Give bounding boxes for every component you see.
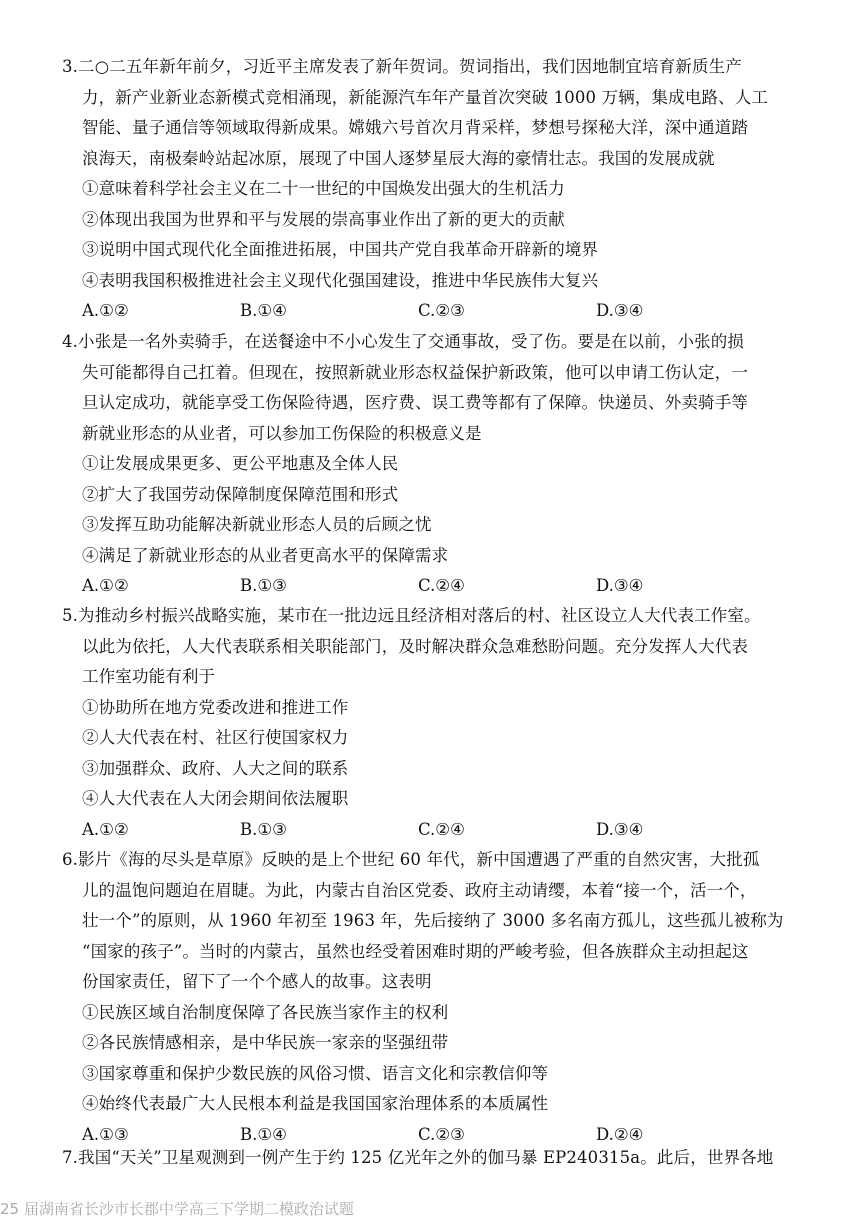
answer-options <box>62 815 802 846</box>
statement: ②扩大了我国劳动保障制度保障范围和形式 <box>82 484 399 504</box>
question-4 <box>62 327 802 602</box>
statement: ①让发展成果更多、更公平地惠及全体人民 <box>82 454 399 473</box>
option-d: D.③④ <box>596 819 644 839</box>
question-stem-line: 以此为依托，人大代表联系相关职能部门，及时解决群众急难愁盼问题。充分发挥人大代表 <box>82 636 748 656</box>
statement: ③加强群众、政府、人大之间的联系 <box>82 758 349 778</box>
option-c: C.②③ <box>418 301 465 320</box>
statement: ④人大代表在人大闭会期间依法履职 <box>82 789 349 808</box>
question-stem-line: 壮一个”的原则，从 1960 年初至 1963 年，先后接纳了 3000 多名南方孤儿，这些孤儿被称为 <box>82 911 784 930</box>
question-stem-line: 4.小张是一名外卖骑手，在送餐途中不小心发生了交通事故，受了伤。要是在以前，小张的损 <box>62 332 745 351</box>
page-footer: 25 届湖南省长沙市长郡中学高三下学期二模政治试题 <box>0 1200 354 1218</box>
question-stem-line: 力，新产业新业态新模式竞相涌现，新能源汽车年产量首次突破 1000 万辆，集成电路、人工 <box>82 87 769 107</box>
statement: ②人大代表在村、社区行使国家权力 <box>82 728 349 747</box>
statement: ③说明中国式现代化全面推进拓展，中国共产党自我革命开辟新的境界 <box>82 240 599 259</box>
option-d: D.③④ <box>596 576 644 595</box>
statement: ②体现出我国为世界和平与发展的崇高事业作出了新的更大的贡献 <box>82 209 565 229</box>
option-b: B.①④ <box>240 301 287 320</box>
option-c: C.②④ <box>418 576 465 595</box>
question-3 <box>62 52 802 327</box>
statement: ③国家尊重和保护少数民族的风俗习惯、语言文化和宗教信仰等 <box>82 1063 549 1083</box>
statement: ①协助所在地方党委改进和推进工作 <box>82 697 349 717</box>
question-6 <box>62 845 802 1150</box>
option-d: D.③④ <box>596 301 644 320</box>
option-b: B.①④ <box>240 1124 287 1144</box>
question-stem-line: 旦认定成功，就能享受工伤保险待遇，医疗费、误工费等都有了保障。快递员、外卖骑手等 <box>82 393 748 412</box>
option-a: A.①③ <box>82 1124 129 1144</box>
question-stem-line: 6.影片《海的尽头是草原》反映的是上个世纪 60 年代，新中国遭遇了严重的自然灾害，大批孤 <box>62 850 760 869</box>
answer-options <box>62 296 802 327</box>
option-a: A.①② <box>82 819 129 839</box>
question-stem-line: 失可能都得自己扛着。但现在，按照新就业形态权益保护新政策，他可以申请工伤认定，一 <box>82 362 748 382</box>
option-c: C.②③ <box>418 1124 465 1144</box>
answer-options <box>62 571 802 602</box>
question-stem-line: 智能、量子通信等领域取得新成果。嫦娥六号首次月背采样，梦想号探秘大洋，深中通道踏 <box>82 118 748 137</box>
question-stem-line: 儿的温饱问题迫在眉睫。为此，内蒙古自治区党委、政府主动请缨，本着“接一个，活一个， <box>82 880 757 900</box>
option-c: C.②④ <box>418 819 465 839</box>
option-a: A.①② <box>82 301 129 320</box>
statement: ②各民族情感相亲，是中华民族一家亲的坚强纽带 <box>82 1033 449 1052</box>
option-d: D.②④ <box>596 1124 644 1144</box>
question-stem-line: 7.我国“天关”卫星观测到一例产生于约 125 亿光年之外的伽马暴 EP240315a。此后，世界各地 <box>62 1148 774 1167</box>
statement: ③发挥互助功能解决新就业形态人员的后顾之忧 <box>82 515 432 534</box>
statement: ④表明我国积极推进社会主义现代化强国建设，推进中华民族伟大复兴 <box>82 270 599 290</box>
question-stem-line: “国家的孩子”。当时的内蒙古，虽然也经受着困难时期的严峻考验，但各族群众主动担起这 <box>82 941 749 961</box>
statement: ④满足了新就业形态的从业者更高水平的保障需求 <box>82 545 449 565</box>
option-b: B.①③ <box>240 576 287 595</box>
question-stem-line: 工作室功能有利于 <box>82 667 216 686</box>
question-stem-line: 5.为推动乡村振兴战略实施，某市在一批边远且经济相对落后的村、社区设立人大代表工作室。 <box>62 606 761 625</box>
option-a: A.①② <box>82 576 129 595</box>
statement: ①意味着科学社会主义在二十一世纪的中国焕发出强大的生机活力 <box>82 179 565 198</box>
question-stem-line: 份国家责任，留下了一个个感人的故事。这表明 <box>82 972 432 991</box>
statement: ④始终代表最广大人民根本利益是我国国家治理体系的本质属性 <box>82 1094 549 1113</box>
statement: ①民族区域自治制度保障了各民族当家作主的权利 <box>82 1002 449 1022</box>
question-stem-line: 新就业形态的从业者，可以参加工伤保险的积极意义是 <box>82 423 482 443</box>
question-stem-line: 3.二○二五年新年前夕，习近平主席发表了新年贺词。贺词指出，我们因地制宜培育新质生产 <box>62 57 742 76</box>
option-b: B.①③ <box>240 819 287 839</box>
question-5 <box>62 601 802 845</box>
question-stem-line: 浪海天，南极秦岭站起冰原，展现了中国人逐梦星辰大海的豪情壮志。我国的发展成就 <box>82 148 715 168</box>
question-7 <box>62 1143 802 1174</box>
